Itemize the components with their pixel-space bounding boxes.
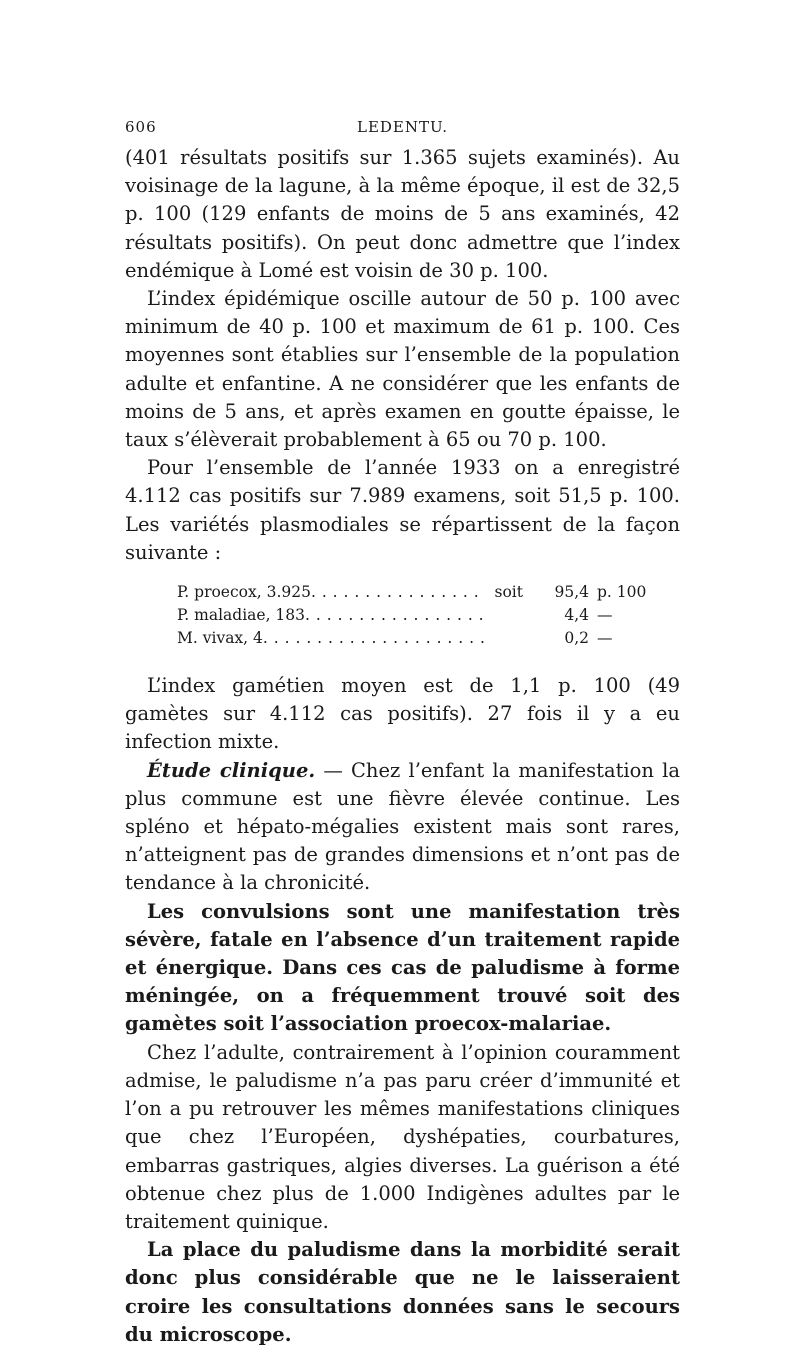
paragraph: Chez l’adulte, contrairement à l’opinion couramment admise, le paludisme n’a pas paru créer d’immunité et l’on a pu retrouver les mêmes manifestations cliniques que chez l’Européen, dyshépaties, courbatures, embarras gastriques, algies diverses. La guérison a été obtenue chez plus de 1.000 Indigènes adultes par le traitement quinique. (125, 1040, 680, 1233)
page-number: 606 (125, 118, 157, 136)
variety-value: 0,2 (564, 629, 589, 648)
soit-word: soit (494, 583, 523, 602)
page (125, 118, 680, 1349)
paragraph: L’index épidémique oscille autour de 50 p. 100 avec minimum de 40 p. 100 et maximum de 61 p. 100. Ces moyennes sont établies sur l’ensemble de la population adulte et enfantine. A ne considérer que les enfants de moins de 5 ans, et après examen en goutte épaisse, le taux s’élèverait probablement à 65 ou 70 p. 100. (125, 287, 680, 452)
paragraph: (401 résultats positifs sur 1.365 sujets examinés). Au voisinage de la lagune, à la même époque, il est de 32,5 p. 100 (129 enfants de moins de 5 ans examinés, 42 résultats positifs). On peut donc admettre que l’index endémique à Lomé est voisin de 30 p. 100. (125, 146, 680, 282)
variety-unit: — (597, 629, 613, 648)
variety-label: P. maladiae, 183 (177, 606, 306, 625)
variety-label: M. vivax, 4 (177, 629, 263, 648)
paragraph-text: — Chez l’enfant la manifestation la plus commune est une fièvre élevée continue. Les spléno et hépato-mégalies existent mais sont rares, n’atteignent pas de grandes dimensions et n’ont pas de tendance à la chronicité. (125, 758, 680, 895)
paragraph: Les convulsions sont une manifestation très sévère, fatale en l’absence d’un traitement rapide et énergique. Dans ces cas de paludisme à forme méningée, on a fréquemment trouvé soit des gamètes soit l’association proecox-malariae. (125, 899, 680, 1036)
variety-value: 4,4 (564, 606, 589, 625)
leader-dots (263, 627, 485, 650)
table-row (177, 581, 647, 604)
paragraph: Pour l’ensemble de l’année 1933 on a enregistré 4.112 cas positifs sur 7.989 examens, soit 51,5 p. 100. Les variétés plasmodiales se répartissent de la façon suivante : (125, 456, 680, 564)
page-header (125, 118, 680, 144)
paragraph: La place du paludisme dans la morbidité serait donc plus considérable que ne le laisseraient croire les consultations données sans le secours du microscope. (125, 1238, 680, 1346)
variety-unit: — (597, 606, 613, 625)
soit-word (485, 604, 527, 627)
plasmodial-varieties-table (177, 581, 647, 650)
table-row (177, 604, 647, 627)
leader-dots (311, 581, 485, 604)
soit-word (485, 627, 527, 650)
variety-unit: p. 100 (597, 583, 647, 602)
running-title: LEDENTU. (357, 118, 449, 136)
table-row (177, 627, 647, 650)
section-heading: Étude clinique. (147, 758, 316, 782)
paragraph (125, 757, 680, 898)
leader-dots (305, 604, 485, 627)
paragraph: L’index gamétien moyen est de 1,1 p. 100 (49 gamètes sur 4.112 cas positifs). 27 fois il y a eu infection mixte. (125, 674, 680, 754)
variety-label: P. proecox, 3.925 (177, 583, 311, 602)
variety-value: 95,4 (554, 583, 589, 602)
